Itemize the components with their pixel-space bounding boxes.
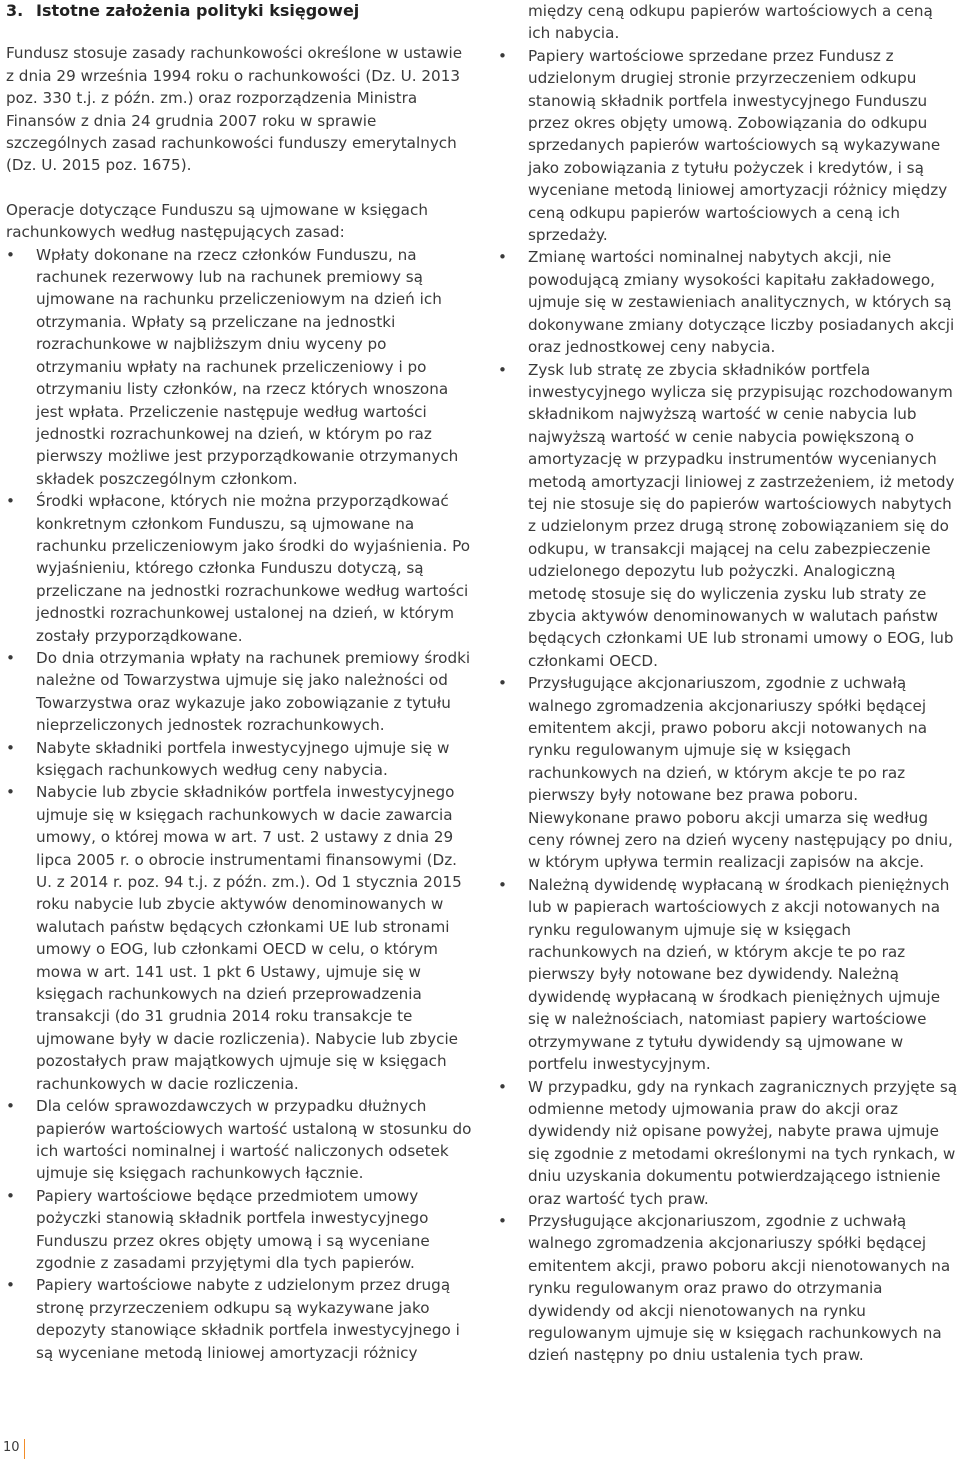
page-footer <box>0 1437 40 1461</box>
section-title: Istotne założenia polityki księgowej <box>36 1 360 20</box>
right-bullet-list <box>498 0 958 1367</box>
list-item-continuation: między ceną odkupu papierów wartościowych a ceną ich nabycia. <box>528 2 933 43</box>
list-item: • Zmianę wartości nominalnej nabytych akcji, nie powodującą zmiany wysokości kapitału zakładowego, ujmuje się w zestawieniach analitycznych, w których są dokonywane zmiany dotyczące liczby posiadanych akcji oraz jednostkowej ceny nabycia. <box>498 246 958 358</box>
left-bullet-list <box>6 244 474 1364</box>
page-divider <box>24 1439 25 1459</box>
list-item: • Zysk lub stratę ze zbycia składników portfela inwestycyjnego wylicza się przypisując rozchodowanym składnikom najwyższą wartość w cenie nabycia lub najwyższą wartość w cenie nabycia powiększoną o amortyzację w przypadku instrumentów wycenianych metodą amortyzacji liniowej z zastrzeżeniem, iż metody tej nie stosuje się do papierów wartościowych nabytych z udzielonym przez drugą stronę zobowiązaniem się do odkupu, w transakcji mającej na celu zabezpieczenie udzielonego depozytu lub pożyczki. Analogiczną metodę stosuje się do wyliczenia zysku lub straty ze zbycia aktywów denominowanych w walutach państw będących członkami UE lub stronami umowy o EOG, lub członkami OECD. <box>498 359 958 673</box>
lead-paragraph: Operacje dotyczące Funduszu są ujmowane w księgach rachunkowych według następujących zasad: <box>6 200 428 242</box>
list-item: • Wpłaty dokonane na rzecz członków Funduszu, na rachunek rezerwowy lub na rachunek premiowy są ujmowane na rachunku przeliczeniowym na dzień ich otrzymania. Wpłaty są przeliczane na jednostki rozrachunkowe w najbliższym dniu wyceny po otrzymaniu wpłaty na rachunek przeliczeniowy i po otrzymaniu listy członków, na rzecz których wnoszona jest wpłata. Przeliczenie następuje według wartości jednostki rozrachunkowej na dzień, w którym po raz pierwszy możliwe jest przyporządkowanie otrzymanych składek poszczególnym członkom. <box>6 244 474 490</box>
list-item: • Przysługujące akcjonariuszom, zgodnie z uchwałą walnego zgromadzenia akcjonariuszy spółki będącej emitentem akcji, prawo poboru akcji notowanych na rynku regulowanym ujmuje się w księgach rachunkowych na dzień, w którym akcje te po raz pierwszy były notowane bez prawa poboru. Niewykonane prawo poboru akcji umarza się według ceny równej zero na dzień wyceny następujący po dniu, w którym upływa termin realizacji zapisów na akcje. <box>498 672 958 874</box>
list-item: • Papiery wartościowe będące przedmiotem umowy pożyczki stanowią składnik portfela inwestycyjnego Funduszu przez okres objęty umową i są wyceniane zgodnie z zasadami przyjętymi dla tych papierów. <box>6 1185 474 1275</box>
list-item: • Należną dywidendę wypłacaną w środkach pieniężnych lub w papierach wartościowych z akcji notowanych na rynku regulowanym ujmuje się w księgach rachunkowych na dzień, w którym akcje te po raz pierwszy były notowane bez dywidendy. Należną dywidendę wypłacaną w środkach pieniężnych ujmuje się w należnościach, natomiast papiery wartościowe otrzymywane z tytułu dywidendy są ujmowane w portfelu inwestycyjnym. <box>498 874 958 1076</box>
list-item: • Papiery wartościowe sprzedane przez Fundusz z udzielonym drugiej stronie przyrzeczeniem odkupu stanowią składnik portfela inwestycyjnego Funduszu przez okres objęty umową. Zobowiązania do odkupu sprzedanych papierów wartościowych są wykazywane jako zobowiązania z tytułu pożyczek i kredytów, i są wyceniane metodą liniowej amortyzacji różnicy między ceną odkupu papierów wartościowych a ceną ich sprzedaży. <box>498 45 958 247</box>
list-item: • Nabycie lub zbycie składników portfela inwestycyjnego ujmuje się w księgach rachunkowych w dacie zawarcia umowy, o której mowa w art. 7 ust. 2 ustawy z dnia 29 lipca 2005 r. o obrocie instrumentami finansowymi (Dz. U. z 2014 r. poz. 94 t.j. z późn. zm.). Od 1 stycznia 2015 roku nabycie lub zbycie aktywów denominowanych w walutach państw będących członkami UE lub stronami umowy o EOG, lub członkami OECD w celu, o którym mowa w art. 141 ust. 1 pkt 6 Ustawy, ujmuje się w księgach rachunkowych na dzień przeprowadzenia transakcji (do 31 grudnia 2014 roku transakcje te ujmowane były w dacie rozliczenia). Nabycie lub zbycie pozostałych praw majątkowych ujmuje się w księgach rachunkowych w dacie rozliczenia. <box>6 781 474 1095</box>
list-item: • Do dnia otrzymania wpłaty na rachunek premiowy środki należne od Towarzystwa ujmuje się jako należności od Towarzystwa oraz wykazuje jako zobowiązanie z tytułu nieprzeliczonych jednostek rozrachunkowych. <box>6 647 474 737</box>
section-heading <box>6 0 474 22</box>
page-number: 10 <box>3 1440 20 1455</box>
right-column <box>498 0 958 1367</box>
left-column <box>6 0 474 1364</box>
intro-paragraph: Fundusz stosuje zasady rachunkowości określone w ustawie z dnia 29 września 1994 roku o rachunkowości (Dz. U. 2013 poz. 330 t.j. z późn. zm.) oraz rozporządzenia Ministra Finansów z dnia 24 grudnia 2007 roku w sprawie szczególnych zasad rachunkowości funduszy emerytalnych (Dz. U. 2015 poz. 1675). <box>6 44 463 175</box>
list-item: • Dla celów sprawozdawczych w przypadku dłużnych papierów wartościowych wartość ustaloną w stosunku do ich wartości nominalnej i wartość naliczonych odsetek ujmuje się księgach rachunkowych łącznie. <box>6 1095 474 1185</box>
list-item: • Przysługujące akcjonariuszom, zgodnie z uchwałą walnego zgromadzenia akcjonariuszy spółki będącej emitentem akcji, prawo poboru akcji nienotowanych na rynku regulowanym oraz prawo do otrzymania dywidendy od akcji nienotowanych na rynku regulowanym ujmuje się w księgach rachunkowych na dzień następny po dniu ustalenia tych praw. <box>498 1210 958 1367</box>
list-item: • W przypadku, gdy na rynkach zagranicznych przyjęte są odmienne metody ujmowania praw do akcji oraz dywidendy niż opisane powyżej, nabyte prawa ujmuje się zgodnie z metodami określonymi na tych rynkach, w dniu uzyskania dokumentu potwierdzającego istnienie oraz wartość tych praw. <box>498 1076 958 1210</box>
list-item: • Środki wpłacone, których nie można przyporządkować konkretnym członkom Funduszu, są ujmowane na rachunku przeliczeniowym jako środki do wyjaśnienia. Po wyjaśnieniu, którego członka Funduszu dotyczą, są przeliczane na jednostki rozrachunkowe według wartości jednostki rozrachunkowej ustalonej na dzień, w którym zostały przyporządkowane. <box>6 490 474 647</box>
section-number: 3. <box>6 1 24 20</box>
list-item: • Nabyte składniki portfela inwestycyjnego ujmuje się w księgach rachunkowych według ceny nabycia. <box>6 737 474 782</box>
list-item: • Papiery wartościowe nabyte z udzielonym przez drugą stronę przyrzeczeniem odkupu są wykazywane jako depozyty stanowiące składnik portfela inwestycyjnego i są wyceniane metodą liniowej amortyzacji różnicy <box>6 1274 474 1364</box>
